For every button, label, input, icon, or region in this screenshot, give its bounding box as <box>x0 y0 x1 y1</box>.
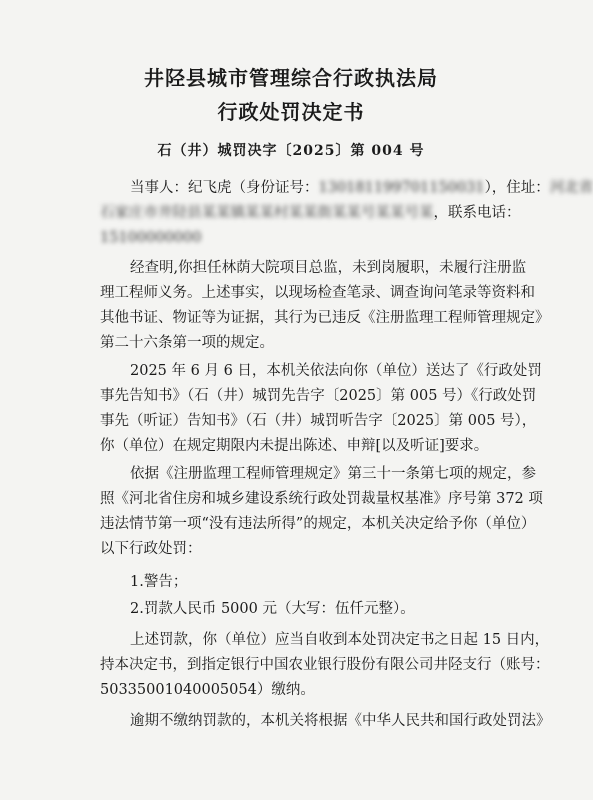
redacted-id-number: 130181199701150031 <box>318 180 485 196</box>
paragraph-line: 理工程师义务。上述事实，以现场检查笔录、调查询问笔录等资料和 <box>100 285 535 301</box>
paragraph-line: 持本决定书，到指定银行中国农业银行股份有限公司井陉支行（账号： <box>100 657 550 673</box>
paragraph-line: 2025 年 6 月 6 日，本机关依法向你（单位）送达了《行政处罚 <box>130 363 542 379</box>
paragraph-line: 违法情节第一项“没有违法所得”的规定，本机关决定给予你（单位） <box>100 516 536 532</box>
party-phone-label: ，联系电话： <box>433 205 521 221</box>
paragraph-line: 以下行政处罚： <box>100 541 202 557</box>
paragraph-line: 你（单位）在规定期限内未提出陈述、申辩[以及听证]要求。 <box>100 438 489 454</box>
document-type-title: 行政处罚决定书 <box>217 100 365 124</box>
paragraph-line: 事先告知书》（石（井）城罚先告字〔2025〕第 005 号）《行政处罚 <box>100 388 537 404</box>
paragraph-line: 逾期不缴纳罚款的，本机关将根据《中华人民共和国行政处罚法》 <box>130 713 551 729</box>
party-line-1 <box>130 178 593 198</box>
party-line-2 <box>100 203 521 223</box>
paragraph-line: 经查明,你担任林荫大院项目总监，未到岗履职，未履行注册监 <box>130 260 527 276</box>
party-address-label: ），住址： <box>484 180 550 196</box>
paragraph-line: 依据《注册监理工程师管理规定》第三十一条第七项的规定，参 <box>130 466 536 482</box>
redacted-address-part-1: 河北省 <box>549 180 593 196</box>
paragraph-line: 照《河北省住房和城乡建设系统行政处罚裁量权基准》序号第 372 项 <box>100 491 543 507</box>
issuing-agency-title: 井陉县城市管理综合行政执法局 <box>144 66 438 90</box>
redacted-phone-number: 15100000000 <box>100 230 202 246</box>
redacted-address-part-2: 石家庄市井陉县某某镇某某村某某街某某号某某号某 <box>100 205 434 221</box>
party-prefix: 当事人：纪飞虎（身份证号： <box>130 180 319 196</box>
party-line-3 <box>100 228 201 248</box>
paragraph-line: 第二十六条第一项的规定。 <box>100 335 274 351</box>
paragraph-line: 其他书证、物证等为证据，其行为已违反《注册监理工程师管理规定》 <box>100 310 550 326</box>
document-number: 石（井）城罚决字〔2025〕第 004 号 <box>157 143 425 159</box>
paragraph-line: 50335001040005054）缴纳。 <box>100 682 315 698</box>
paragraph-line: 事先（听证）告知书》（石（井）城罚听告字〔2025〕第 005 号）， <box>100 413 537 429</box>
penalty-item: 1.警告； <box>130 574 188 590</box>
paragraph-line: 上述罚款，你（单位）应当自收到本处罚决定书之日起 15 日内， <box>130 632 550 648</box>
penalty-item: 2.罚款人民币 5000 元（大写：伍仟元整）。 <box>130 601 415 617</box>
